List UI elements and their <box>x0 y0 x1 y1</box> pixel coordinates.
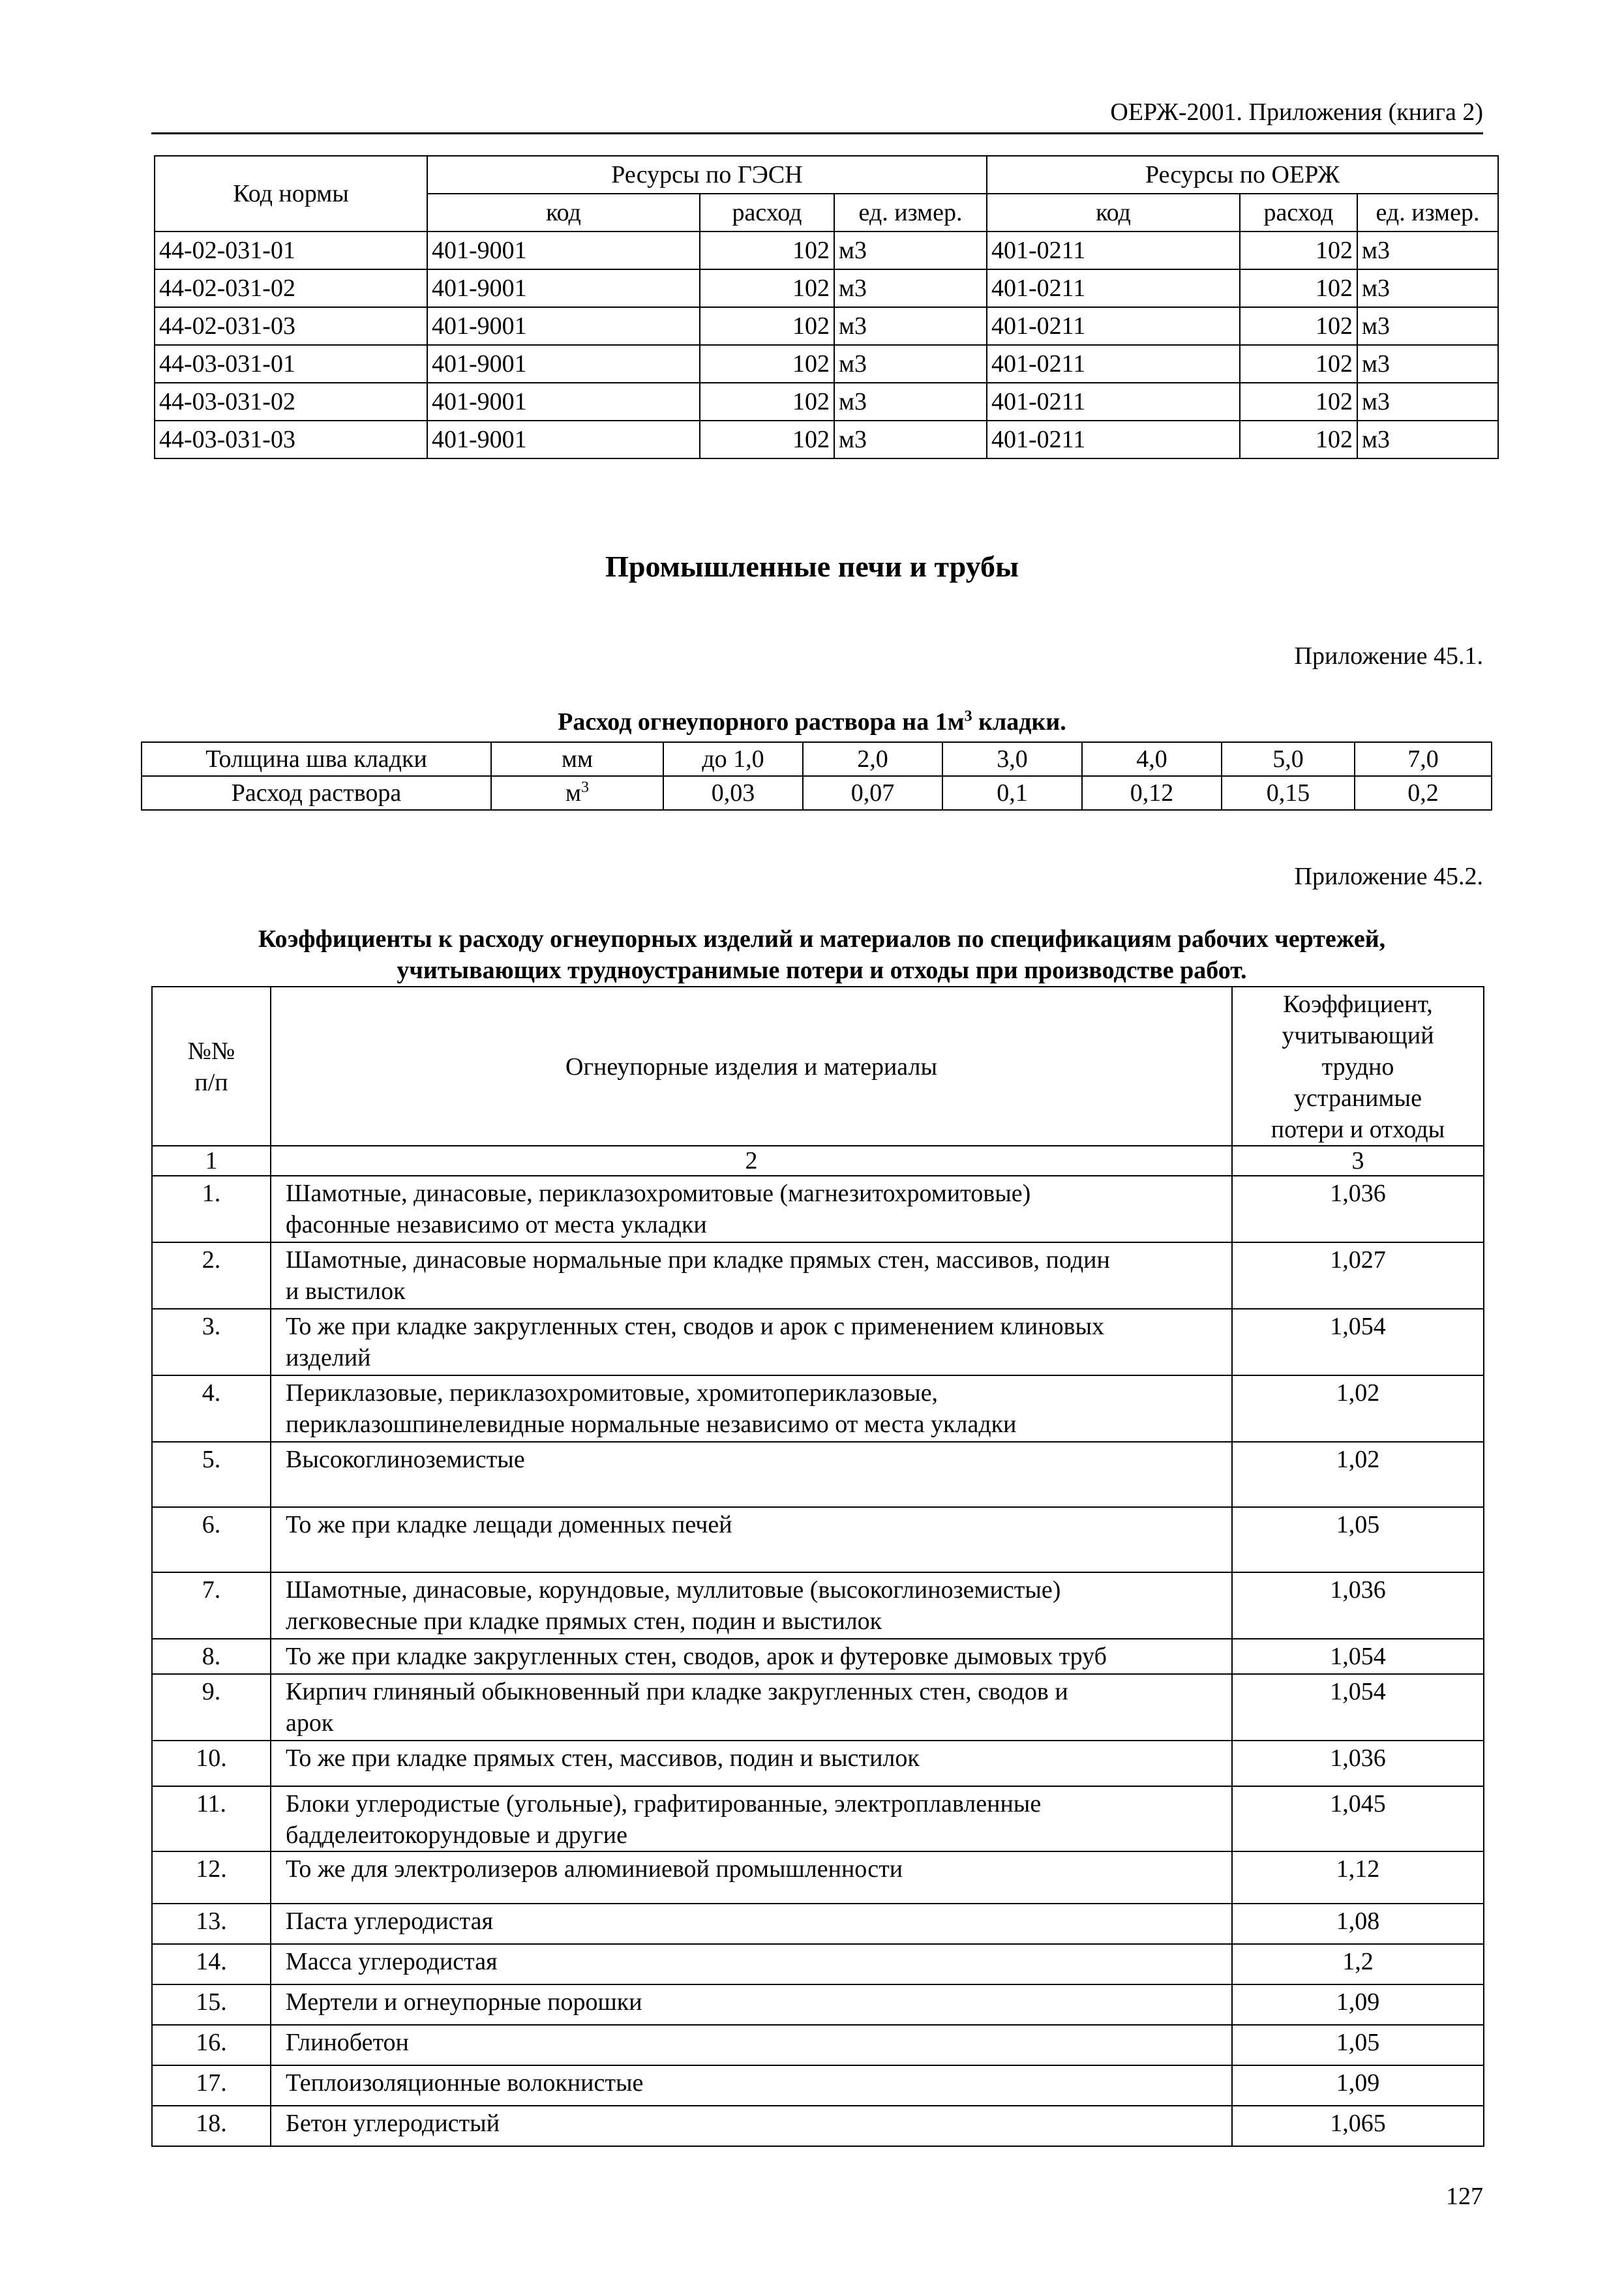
material-line: Мертели и огнеупорные порошки <box>286 1988 642 2016</box>
table-cell: 401-9001 <box>427 307 700 345</box>
material-name <box>271 1507 1232 1572</box>
table-row <box>155 307 1498 345</box>
resources-table <box>154 155 1499 459</box>
table-cell: 401-9001 <box>427 421 700 458</box>
header-material: Огнеупорные изделия и материалы <box>271 987 1232 1146</box>
table-cell: м3 <box>1357 383 1498 421</box>
material-line: Масса углеродистая <box>286 1948 498 1975</box>
row-number: 10. <box>152 1741 271 1786</box>
subheader-code: код <box>987 194 1240 232</box>
row-number: 5. <box>152 1442 271 1507</box>
column-number: 1 <box>152 1146 271 1176</box>
table-cell: м3 <box>834 345 987 383</box>
table-cell: 401-0211 <box>987 269 1240 307</box>
table-cell: 401-0211 <box>987 345 1240 383</box>
table-row <box>152 1851 1484 1904</box>
table-cell: м3 <box>1357 232 1498 269</box>
material-name <box>271 1904 1232 1944</box>
material-name <box>271 1442 1232 1507</box>
table-row <box>142 742 1492 776</box>
material-line: То же при кладке закругленных стен, сводов и арок с применением клиновых <box>286 1313 1105 1340</box>
coefficients-table <box>151 986 1484 2147</box>
header-rule <box>151 132 1483 134</box>
appendix-label: Приложение 45.2. <box>1294 863 1483 890</box>
table-cell: 0,2 <box>1355 776 1492 810</box>
coefficient-value: 1,054 <box>1232 1309 1484 1375</box>
coefficient-value: 1,09 <box>1232 1984 1484 2025</box>
row-number: 3. <box>152 1309 271 1375</box>
table-cell: 102 <box>1240 345 1357 383</box>
table-cell: 44-02-031-03 <box>155 307 427 345</box>
row-number: 16. <box>152 2025 271 2065</box>
table-cell: Толщина шва кладки <box>142 742 491 776</box>
header-line: п/п <box>194 1069 228 1096</box>
material-line: Бетон углеродистый <box>286 2110 500 2137</box>
table-cell: 7,0 <box>1355 742 1492 776</box>
table-row <box>155 421 1498 458</box>
subheader-rashod: расход <box>1240 194 1357 232</box>
caption-line: Коэффициенты к расходу огнеупорных изделий и материалов по спецификациям рабочих чертежей, <box>258 925 1386 953</box>
material-line: Периклазовые, периклазохромитовые, хромитопериклазовые, <box>286 1379 939 1407</box>
table-cell: 44-02-031-01 <box>155 232 427 269</box>
coefficient-value: 1,05 <box>1232 2025 1484 2065</box>
unit-superscript: 3 <box>581 779 590 796</box>
table-row <box>155 345 1498 383</box>
header-line: трудно <box>1321 1053 1394 1081</box>
column-number: 2 <box>271 1146 1232 1176</box>
material-line: бадделеитокорундовые и другие <box>286 1821 628 1849</box>
table-cell: 102 <box>1240 232 1357 269</box>
subheader-unit: ед. измер. <box>834 194 987 232</box>
material-line: периклазошпинелевидные нормальные независимо от места укладки <box>286 1411 1017 1438</box>
caption-text-suffix: кладки. <box>972 708 1066 736</box>
table-cell: 4,0 <box>1082 742 1222 776</box>
table-cell: 44-03-031-02 <box>155 383 427 421</box>
material-line: Шамотные, динасовые нормальные при кладке прямых стен, массивов, подин <box>286 1246 1110 1274</box>
table-row <box>152 1176 1484 1242</box>
material-name <box>271 1639 1232 1674</box>
material-line: Паста углеродистая <box>286 1908 493 1935</box>
header-number <box>152 987 271 1146</box>
table-row <box>152 1639 1484 1674</box>
table-cell: м3 <box>834 232 987 269</box>
section-title: Промышленные печи и трубы <box>605 550 1019 583</box>
table-cell: 401-0211 <box>987 307 1240 345</box>
table-cell: 0,15 <box>1222 776 1355 810</box>
material-line: легковесные при кладке прямых стен, подин и выстилок <box>286 1608 882 1635</box>
table-row <box>152 1242 1484 1309</box>
material-name <box>271 1674 1232 1741</box>
table-cell: 3,0 <box>942 742 1082 776</box>
caption-line: учитывающих трудноустранимые потери и отходы при производстве работ. <box>397 957 1247 984</box>
subheader-rashod: расход <box>700 194 834 232</box>
subheader-code: код <box>427 194 700 232</box>
table-cell: 401-9001 <box>427 232 700 269</box>
row-number: 15. <box>152 1984 271 2025</box>
table-cell: м3 <box>834 383 987 421</box>
table-cell: м3 <box>1357 307 1498 345</box>
material-line: То же для электролизеров алюминиевой промышленности <box>286 1855 903 1883</box>
material-line: и выстилок <box>286 1278 406 1305</box>
coefficient-value: 1,027 <box>1232 1242 1484 1309</box>
row-number: 2. <box>152 1242 271 1309</box>
table-cell: 5,0 <box>1222 742 1355 776</box>
table-cell: 102 <box>700 383 834 421</box>
table-cell: 102 <box>1240 307 1357 345</box>
table-cell: м3 <box>834 269 987 307</box>
table-cell: 102 <box>700 421 834 458</box>
table-row <box>155 383 1498 421</box>
material-line: То же при кладке лещади доменных печей <box>286 1511 732 1538</box>
running-header: ОЕРЖ-2001. Приложения (книга 2) <box>1110 98 1483 126</box>
table-row <box>152 1309 1484 1375</box>
header-line: устранимые <box>1294 1085 1422 1112</box>
material-name <box>271 1786 1232 1851</box>
coefficient-value: 1,054 <box>1232 1674 1484 1741</box>
table-row <box>152 1674 1484 1741</box>
material-name <box>271 1176 1232 1242</box>
table-row <box>152 1741 1484 1786</box>
table-cell: 44-03-031-01 <box>155 345 427 383</box>
row-number: 18. <box>152 2106 271 2146</box>
table-row <box>152 2025 1484 2065</box>
row-number: 11. <box>152 1786 271 1851</box>
coefficient-value: 1,12 <box>1232 1851 1484 1904</box>
table-caption <box>157 923 1487 986</box>
appendix-label: Приложение 45.1. <box>1294 642 1483 670</box>
row-number: 9. <box>152 1674 271 1741</box>
material-line: Кирпич глиняный обыкновенный при кладке закругленных стен, сводов и <box>286 1678 1068 1705</box>
coefficient-value: 1,036 <box>1232 1741 1484 1786</box>
coefficient-value: 1,05 <box>1232 1507 1484 1572</box>
table-row <box>152 1375 1484 1442</box>
table-row <box>152 1442 1484 1507</box>
material-name <box>271 2025 1232 2065</box>
table-cell: мм <box>491 742 663 776</box>
header-code-norm: Код нормы <box>155 156 427 232</box>
row-number: 12. <box>152 1851 271 1904</box>
material-line: Шамотные, динасовые, периклазохромитовые (магнезитохромитовые) <box>286 1180 1031 1207</box>
material-name <box>271 1741 1232 1786</box>
table-row <box>142 776 1492 810</box>
row-number: 4. <box>152 1375 271 1442</box>
header-line: учитывающий <box>1282 1022 1434 1049</box>
table-cell: м3 <box>1357 269 1498 307</box>
material-name <box>271 2065 1232 2106</box>
table-cell: м3 <box>1357 421 1498 458</box>
coefficient-value: 1,09 <box>1232 2065 1484 2106</box>
table-row <box>152 1984 1484 2025</box>
table-cell: 401-9001 <box>427 345 700 383</box>
table-cell: 102 <box>700 269 834 307</box>
header-gesn: Ресурсы по ГЭСН <box>427 156 987 194</box>
table-caption <box>0 708 1624 736</box>
table-cell: 401-0211 <box>987 232 1240 269</box>
mortar-consumption-table <box>141 741 1492 811</box>
coefficient-value: 1,054 <box>1232 1639 1484 1674</box>
page-number: 127 <box>1446 2183 1483 2210</box>
coefficient-value: 1,2 <box>1232 1944 1484 1984</box>
table-cell: 102 <box>700 345 834 383</box>
table-cell: 102 <box>1240 383 1357 421</box>
subheader-unit: ед. измер. <box>1357 194 1498 232</box>
table-cell: 0,07 <box>803 776 942 810</box>
table-cell: 401-0211 <box>987 421 1240 458</box>
coefficient-value: 1,036 <box>1232 1572 1484 1639</box>
table-row <box>152 1904 1484 1944</box>
header-oerzh: Ресурсы по ОЕРЖ <box>987 156 1498 194</box>
material-line: фасонные независимо от места укладки <box>286 1211 707 1238</box>
unit-base: м <box>565 779 582 807</box>
table-row <box>155 232 1498 269</box>
row-number: 17. <box>152 2065 271 2106</box>
header-line: Коэффициент, <box>1283 991 1433 1018</box>
table-cell: м3 <box>1357 345 1498 383</box>
material-name <box>271 1944 1232 1984</box>
material-name <box>271 1242 1232 1309</box>
row-number: 8. <box>152 1639 271 1674</box>
material-name <box>271 2106 1232 2146</box>
table-cell: 44-02-031-02 <box>155 269 427 307</box>
table-row <box>152 2065 1484 2106</box>
unit-cell <box>491 776 663 810</box>
row-number: 7. <box>152 1572 271 1639</box>
material-line: Глинобетон <box>286 2029 409 2056</box>
table-cell: 401-0211 <box>987 383 1240 421</box>
table-row <box>152 1507 1484 1572</box>
coefficient-value: 1,036 <box>1232 1176 1484 1242</box>
material-line: То же при кладке прямых стен, массивов, подин и выстилок <box>286 1744 920 1772</box>
coefficient-value: 1,02 <box>1232 1442 1484 1507</box>
material-name <box>271 1851 1232 1904</box>
coefficients-table-body <box>152 1176 1484 2146</box>
table-row <box>152 1786 1484 1851</box>
material-line: То же при кладке закругленных стен, сводов, арок и футеровке дымовых труб <box>286 1643 1107 1670</box>
table-cell: 44-03-031-03 <box>155 421 427 458</box>
row-number: 1. <box>152 1176 271 1242</box>
caption-text: Расход огнеупорного раствора на 1м <box>558 708 965 736</box>
row-label: Расход раствора <box>142 776 491 810</box>
table-cell: м3 <box>834 421 987 458</box>
material-line: изделий <box>286 1344 371 1371</box>
table-header-row <box>152 987 1484 1146</box>
header-line: потери и отходы <box>1271 1116 1445 1143</box>
material-line: Теплоизоляционные волокнистые <box>286 2069 644 2097</box>
table-cell: 2,0 <box>803 742 942 776</box>
material-line: Шамотные, динасовые, корундовые, муллитовые (высокоглиноземистые) <box>286 1576 1061 1604</box>
column-number: 3 <box>1232 1146 1484 1176</box>
coefficient-value: 1,045 <box>1232 1786 1484 1851</box>
table-cell: 102 <box>1240 421 1357 458</box>
table-cell: м3 <box>834 307 987 345</box>
row-number: 13. <box>152 1904 271 1944</box>
column-numbers-row <box>152 1146 1484 1176</box>
row-number: 14. <box>152 1944 271 1984</box>
table-cell: 0,12 <box>1082 776 1222 810</box>
table-cell: 102 <box>1240 269 1357 307</box>
material-name <box>271 1572 1232 1639</box>
table-row <box>152 1944 1484 1984</box>
table-cell: 102 <box>700 232 834 269</box>
header-line: №№ <box>187 1038 235 1065</box>
coefficient-value: 1,08 <box>1232 1904 1484 1944</box>
material-name <box>271 1309 1232 1375</box>
table-cell: 401-9001 <box>427 269 700 307</box>
material-name <box>271 1375 1232 1442</box>
header-coefficient <box>1232 987 1484 1146</box>
material-line: арок <box>286 1709 334 1737</box>
table-cell: 401-9001 <box>427 383 700 421</box>
material-line: Высокоглиноземистые <box>286 1446 525 1473</box>
resources-table-body <box>155 232 1498 458</box>
material-line: Блоки углеродистые (угольные), графитированные, электроплавленные <box>286 1790 1042 1818</box>
table-row <box>152 1572 1484 1639</box>
table-cell: 0,03 <box>663 776 803 810</box>
table-row <box>152 2106 1484 2146</box>
table-row <box>155 269 1498 307</box>
coefficient-value: 1,065 <box>1232 2106 1484 2146</box>
table-cell: 102 <box>700 307 834 345</box>
row-number: 6. <box>152 1507 271 1572</box>
caption-superscript: 3 <box>964 708 972 725</box>
table-cell: 0,1 <box>942 776 1082 810</box>
table-cell: до 1,0 <box>663 742 803 776</box>
material-name <box>271 1984 1232 2025</box>
coefficient-value: 1,02 <box>1232 1375 1484 1442</box>
